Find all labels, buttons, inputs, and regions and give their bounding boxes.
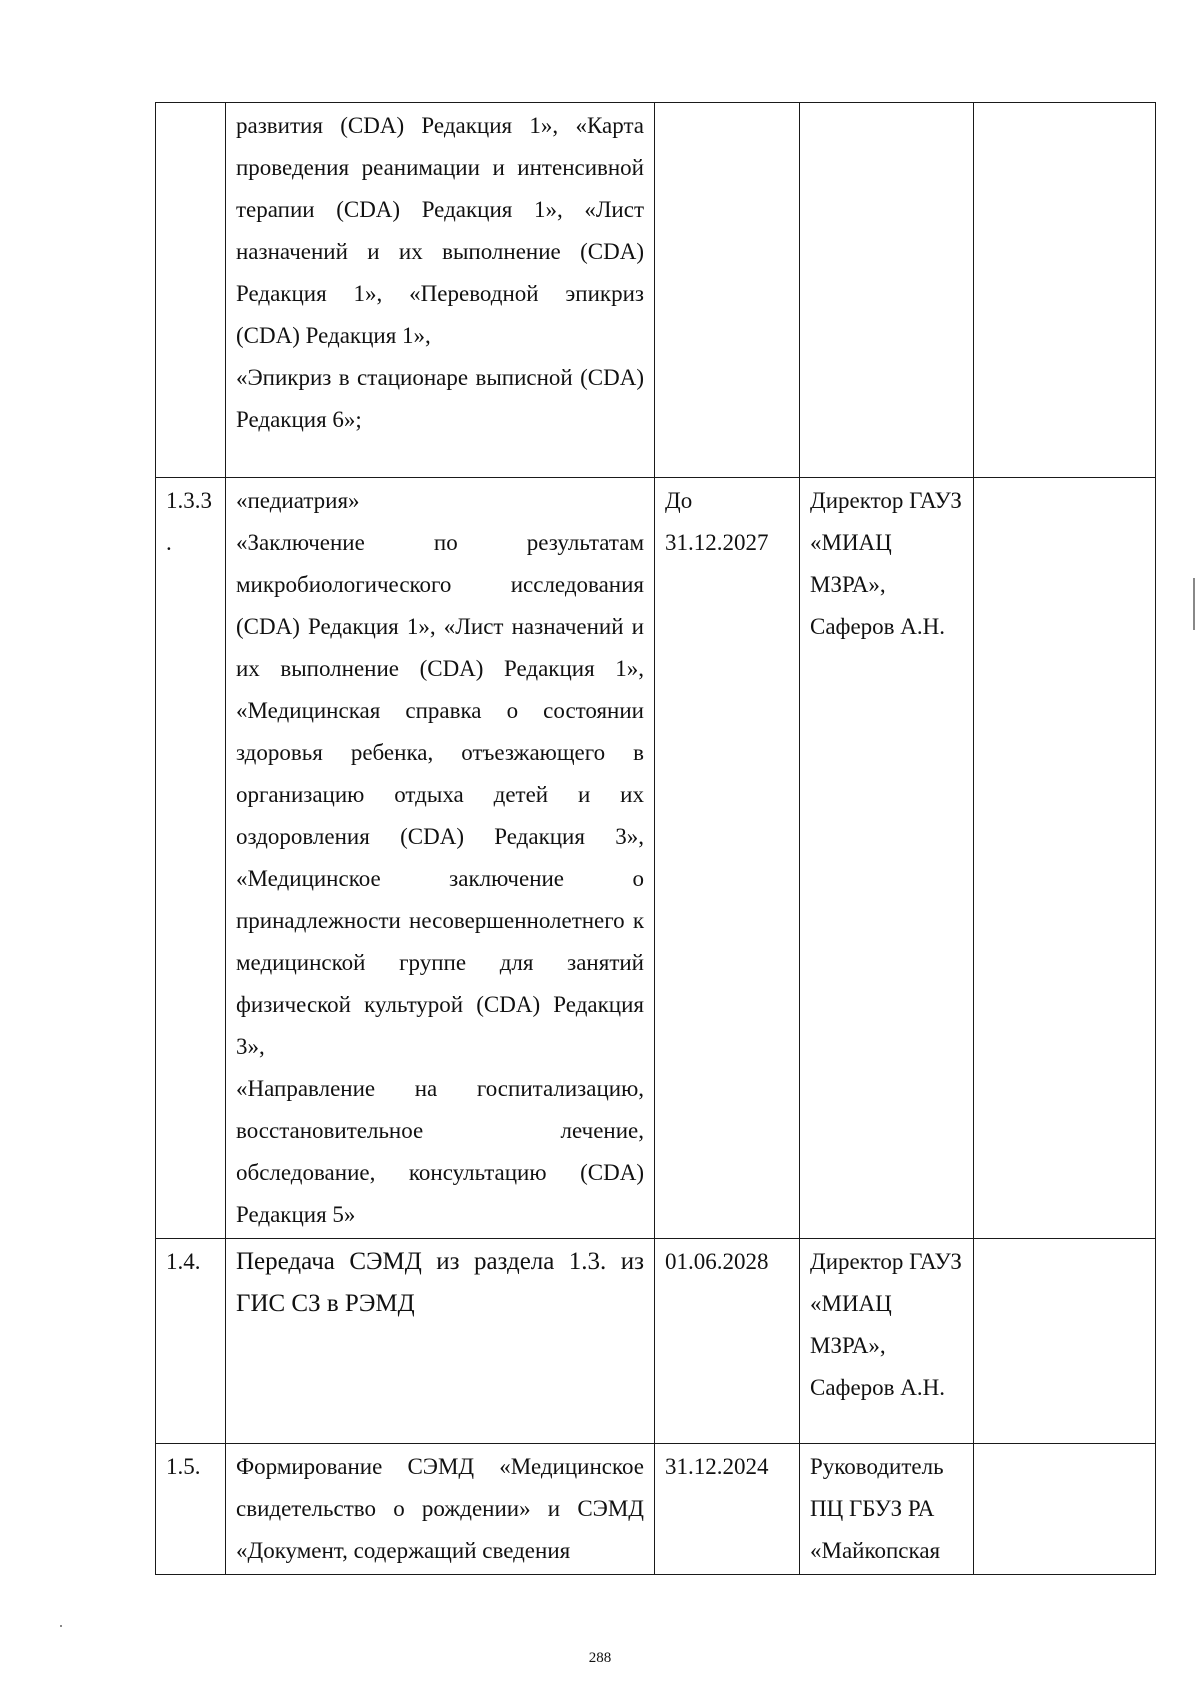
row-deadline-cell: До 31.12.2027 (655, 478, 800, 1239)
table-row (156, 103, 1156, 478)
row-responsible-cell: Руководитель ПЦ ГБУЗ РА «Майкопская (800, 1444, 974, 1575)
row-responsible-cell (800, 103, 974, 478)
row-responsible-cell: Директор ГАУЗ «МИАЦ МЗРА», Саферов А.Н. (800, 1239, 974, 1444)
table-row (156, 1239, 1156, 1444)
row-number-cell (156, 103, 226, 478)
table-row (156, 1444, 1156, 1575)
row-deadline-cell: 01.06.2028 (655, 1239, 800, 1444)
row-number-cell: 1.3.3 . (156, 478, 226, 1239)
page-number: 288 (588, 1650, 612, 1666)
row-number-cell: 1.4. (156, 1239, 226, 1444)
row-responsible-cell: Директор ГАУЗ «МИАЦ МЗРА», Саферов А.Н. (800, 478, 974, 1239)
row-description-cell: Передача СЭМД из раздела 1.3. из ГИС СЗ в РЭМД (226, 1239, 655, 1444)
row-deadline-cell (655, 103, 800, 478)
row-note-cell (974, 1444, 1156, 1575)
scan-mark (60, 1625, 62, 1627)
row-note-cell (974, 1239, 1156, 1444)
plan-table (155, 102, 1156, 1575)
scan-mark (1193, 578, 1195, 630)
row-number-cell: 1.5. (156, 1444, 226, 1575)
row-note-cell (974, 103, 1156, 478)
row-deadline-cell: 31.12.2024 (655, 1444, 800, 1575)
table-row (156, 478, 1156, 1239)
row-description-cell: «педиатрия» «Заключение по результатам микробиологического исследования (CDA) Редакция 1», «Лист назначений и их выполнение (CDA) Редакция 1», «Медицинская справка о состоянии здоровья ребенка, отъезжающего в организацию отдыха детей и их оздоровления (CDA) Редакция 3», «Медицинское заключение о принадлежности несовершеннолетнего к медицинской группе для занятий физической культурой (CDA) Редакция 3», «Направление на госпитализацию, восстановительное лечение, обследование, консультацию (CDA) Редакция 5» (226, 478, 655, 1239)
row-note-cell (974, 478, 1156, 1239)
row-description-cell: Формирование СЭМД «Медицинское свидетельство о рождении» и СЭМД «Документ, содержащий сведения (226, 1444, 655, 1575)
row-description-cell: развития (CDA) Редакция 1», «Карта проведения реанимации и интенсивной терапии (CDA) Редакция 1», «Лист назначений и их выполнение (CDA) Редакция 1», «Переводной эпикриз (CDA) Редакция 1», «Эпикриз в стационаре выписной (CDA) Редакция 6»; (226, 103, 655, 478)
